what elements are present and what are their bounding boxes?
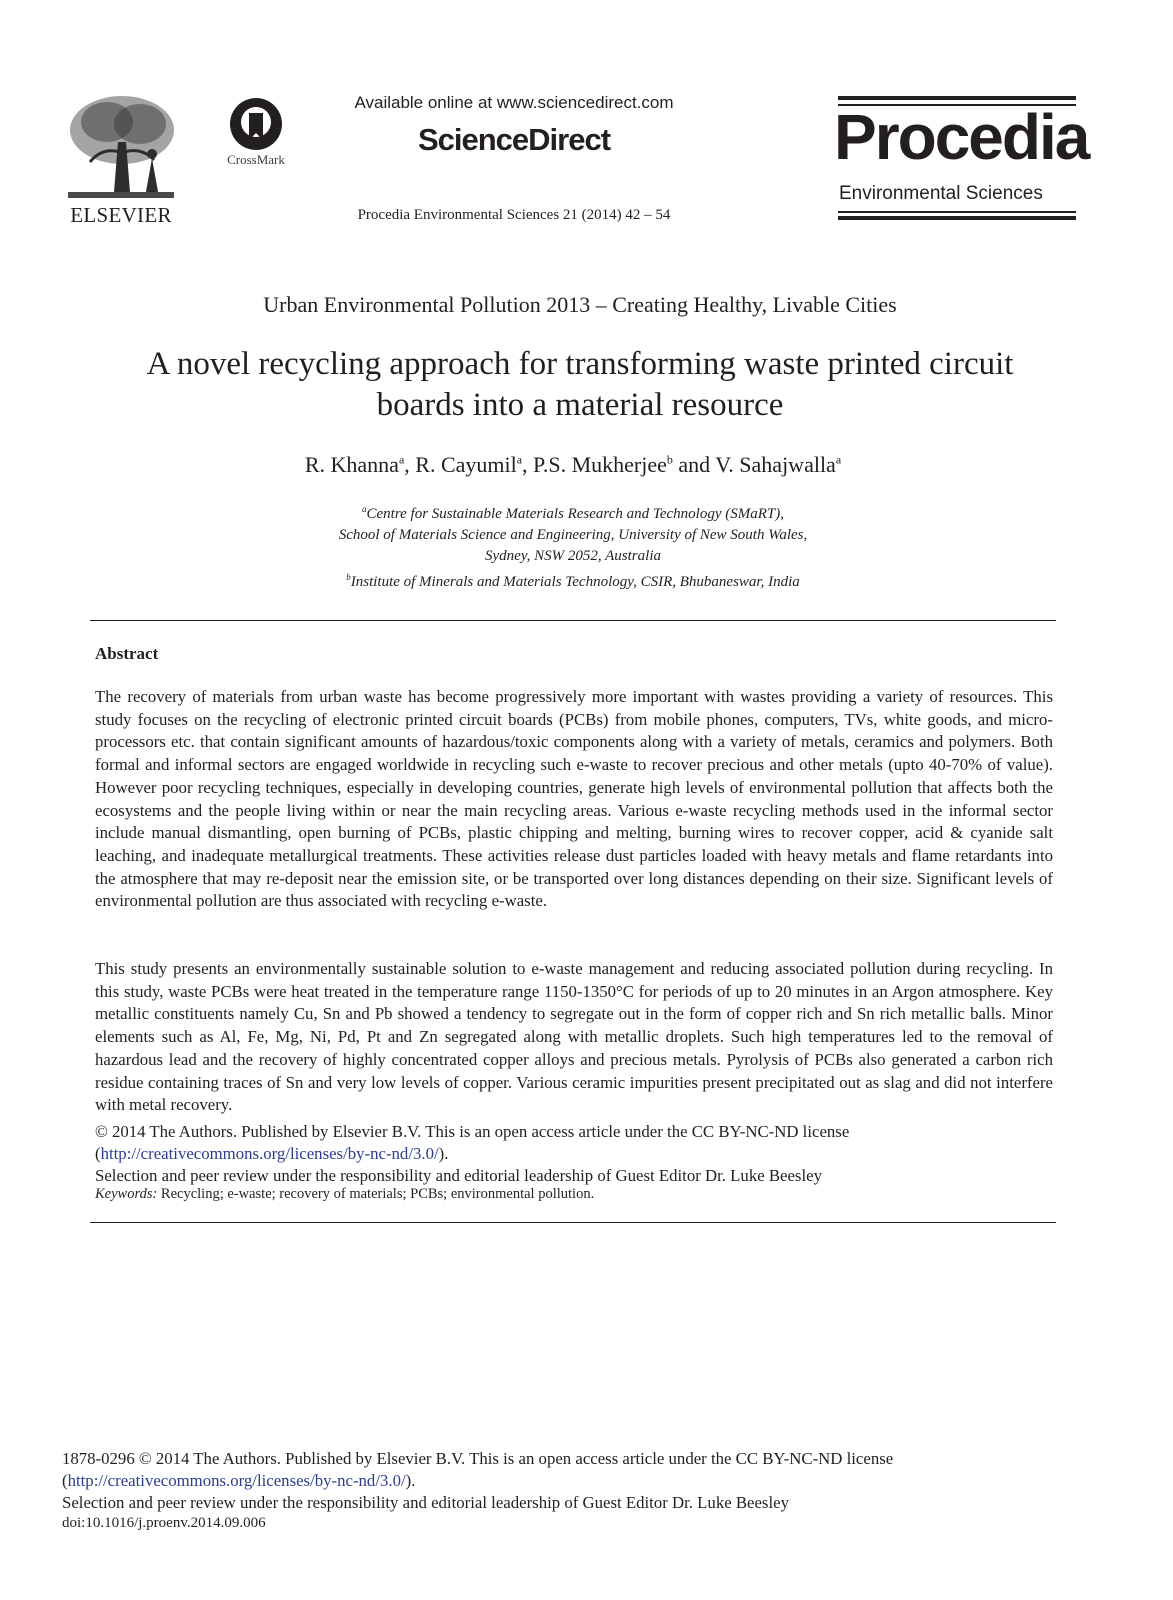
copyright-notice [95, 1121, 1053, 1187]
author-affiliation-mark: b [666, 452, 673, 467]
paren-open: ( [62, 1471, 68, 1490]
footer-license-line [62, 1470, 893, 1492]
paren-open: ( [95, 1144, 101, 1163]
footer-peer-review: Selection and peer review under the responsibility and editorial leadership of Guest Editor Dr. Luke Beesley [62, 1493, 789, 1512]
author-separator: , [522, 452, 534, 477]
affiliation-text: Institute of Minerals and Materials Technology, CSIR, Bhubaneswar, India [350, 574, 800, 590]
affiliation-a-line-2: School of Materials Science and Engineering, University of New South Wales, [338, 527, 808, 543]
keywords [95, 1186, 594, 1203]
author-affiliation-mark: a [398, 452, 405, 467]
keywords-list: Recycling; e-waste; recovery of materials; PCBs; environmental pollution. [157, 1186, 595, 1202]
procedia-subtitle: Environmental Sciences [839, 183, 1043, 204]
author-name: P.S. Mukherjee [533, 452, 667, 477]
license-line [95, 1143, 1053, 1165]
affiliation-mark: a [362, 504, 367, 514]
license-link[interactable]: http://creativecommons.org/licenses/by-nc-nd/3.0/ [100, 1144, 439, 1163]
abstract-paragraph-1: The recovery of materials from urban waste has become progressively more important with wastes providing a variety of resources. This study focuses on the recycling of electronic printed circuit boards (PCBs) from mobile phones, computers, TVs, white goods, and micro-processors etc. that contain significant amounts of hazardous/toxic components along with a variety of metals, ceramics and polymers. Both formal and informal sectors are engaged worldwide in recycling such e-waste to recover precious and other metals (upto 40-70% of value). However poor recycling techniques, especially in developing countries, generate high levels of environmental pollution that affects both the ecosystems and the people living within or near the main recycling areas. Various e-waste recycling methods used in the informal sector include manual dismantling, open burning of PCBs, plastic chipping and melting, burning wires to recover copper, acid & cyanide salt leaching, and inadequate metallurgical treatments. These activities release dust particles loaded with heavy metals and flame retardants into the atmosphere that may re-deposit near the emission site, or be transported over long distances depending on their size. Significant levels of environmental pollution are thus associated with recycling e-waste. [95, 687, 1053, 911]
author-list [0, 452, 1146, 478]
footer-issn-copyright: 1878-0296 © 2014 The Authors. Published by Elsevier B.V. This is an open access article under the CC BY-NC-ND license [62, 1449, 894, 1468]
affiliations [0, 499, 1146, 593]
conference-name: Urban Environmental Pollution 2013 – Creating Healthy, Livable Cities [263, 292, 897, 317]
author-separator: and [672, 452, 716, 477]
footer-license-link[interactable]: http://creativecommons.org/licenses/by-nc-nd/3.0/ [67, 1471, 406, 1490]
copyright-text: © 2014 The Authors. Published by Elsevier B.V. This is an open access article under the CC BY-NC-ND license [95, 1122, 850, 1141]
procedia-logo: Procedia [834, 101, 1089, 173]
author-name: R. Khanna [304, 452, 399, 477]
keywords-label: Keywords: [95, 1186, 158, 1202]
author-name: R. Cayumil [415, 452, 517, 477]
author-separator: , [404, 452, 416, 477]
sciencedirect-logo: ScienceDirect [417, 122, 611, 157]
affiliation-a-line-1 [0, 499, 1146, 525]
affiliation-a-line-3: Sydney, NSW 2052, Australia [485, 548, 661, 564]
publisher-wordmark: ELSEVIER [70, 203, 172, 227]
peer-review-note: Selection and peer review under the responsibility and editorial leadership of Guest Editor Dr. Luke Beesley [95, 1166, 822, 1185]
procedia-top-rule [838, 96, 1076, 100]
procedia-bottom-rule [838, 216, 1076, 220]
journal-reference: Procedia Environmental Sciences 21 (2014) 42 – 54 [357, 207, 671, 223]
abstract-heading: Abstract [95, 644, 159, 663]
author-affiliation-mark: a [835, 452, 842, 467]
paper-title [90, 344, 1070, 426]
abstract-paragraph-2: This study presents an environmentally sustainable solution to e-waste management and reducing associated pollution during recycling. In this study, waste PCBs were heat treated in the temperature range 1150-1350°C for periods of up to 20 minutes in an Argon atmosphere. Key metallic constituents namely Cu, Sn and Pb showed a tendency to segregate out in the form of copper rich and Sn rich metallic balls. Minor elements such as Al, Fe, Mg, Ni, Pd, Pt and Zn segregated along with metallic droplets. Such high temperatures led to the removal of hazardous lead and the recovery of highly concentrated copper alloys and precious metals. Pyrolysis of PCBs also generated a carbon rich residue containing traces of Sn and very low levels of copper. Various ceramic impurities present precipitated out as slag and did not interfere with metal recovery. [95, 959, 1053, 1115]
affiliation-b-line-1 [0, 567, 1146, 593]
paren-close: ). [405, 1471, 416, 1490]
available-online-text: Available online at www.sciencedirect.com [354, 93, 674, 112]
doi[interactable]: doi:10.1016/j.proenv.2014.09.006 [62, 1515, 266, 1531]
footer-copyright [62, 1448, 893, 1514]
author-affiliation-mark: a [516, 452, 523, 467]
abstract-top-rule [90, 620, 1056, 621]
paren-close: ). [438, 1144, 449, 1163]
crossmark-label: CrossMark [227, 152, 285, 167]
procedia-bottom-rule-thin [838, 211, 1076, 213]
affiliation-mark: b [346, 572, 351, 582]
abstract-bottom-rule [90, 1222, 1056, 1223]
author-name: V. Sahajwalla [715, 452, 836, 477]
paper-title-line-2: boards into a material resource [376, 387, 784, 423]
affiliation-text: Centre for Sustainable Materials Research and Technology (SMaRT), [366, 506, 784, 522]
paper-title-line-1: A novel recycling approach for transforming waste printed circuit [146, 346, 1014, 382]
